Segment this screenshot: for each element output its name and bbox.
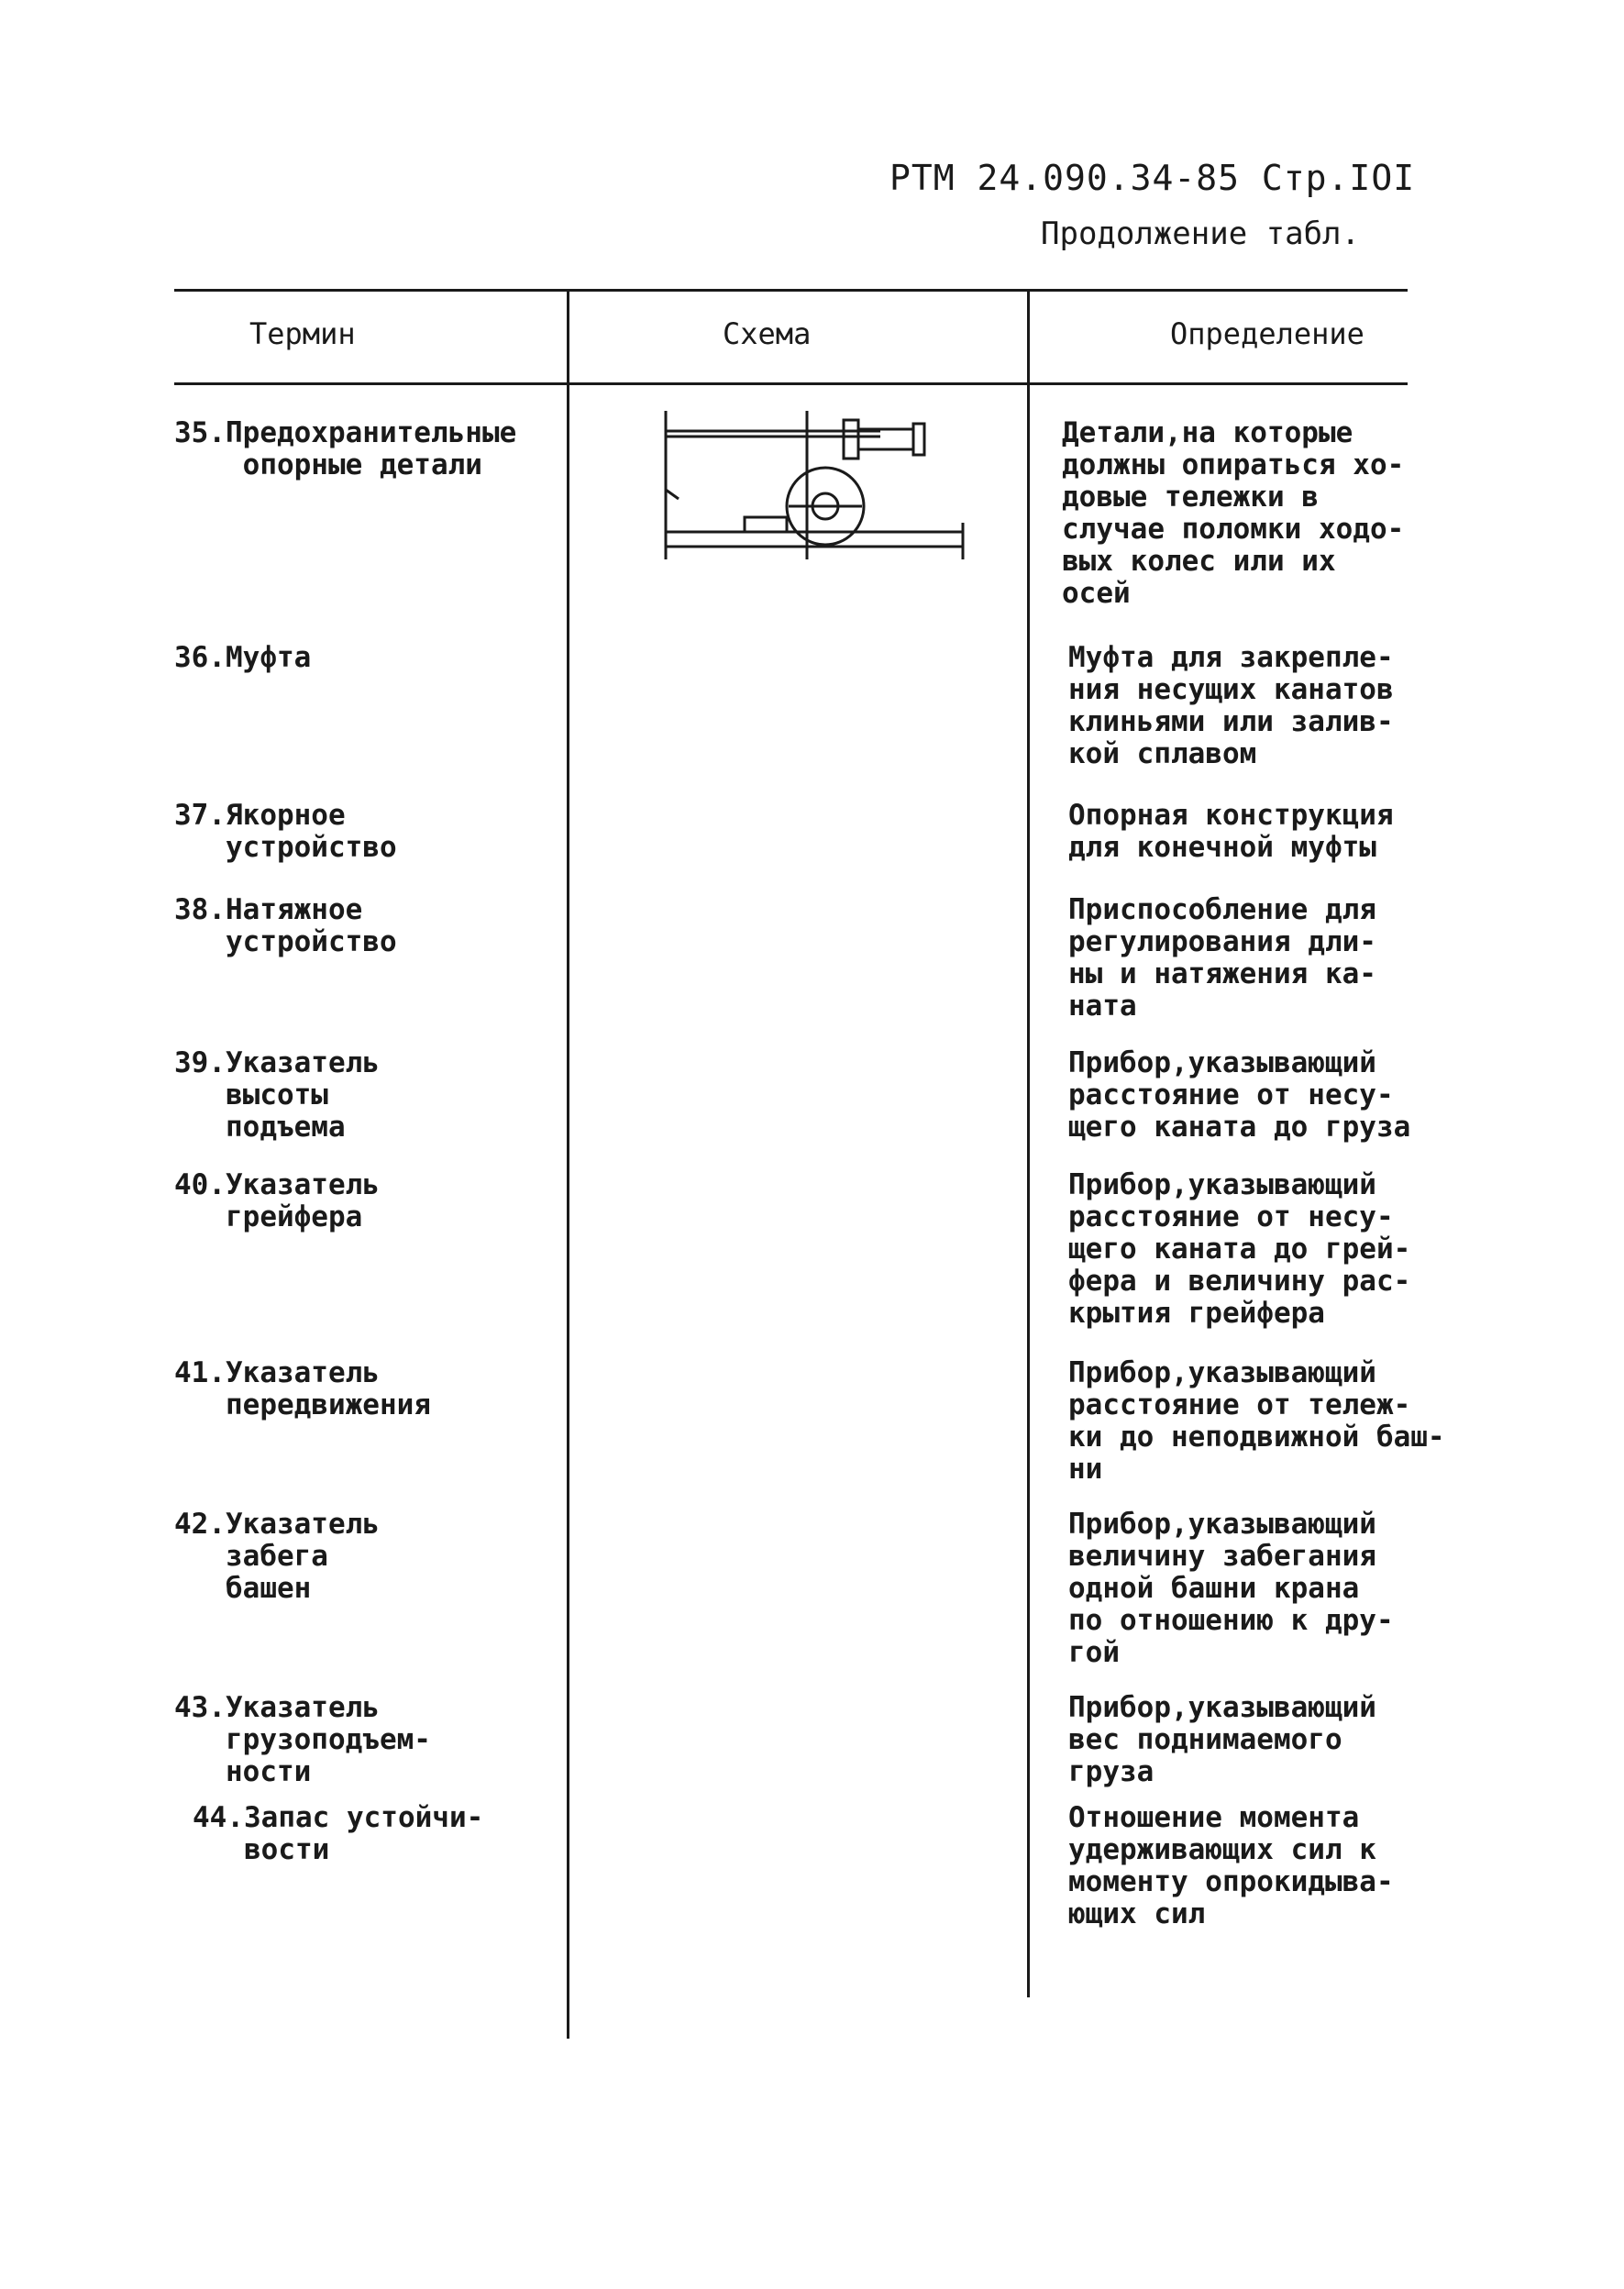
definition-40: Прибор,указывающий расстояние от несу- щего каната до грей- фера и величину рас- крытия грейфера bbox=[1068, 1168, 1411, 1330]
table-top-rule bbox=[174, 289, 1408, 292]
definition-44: Отношение момента удерживающих сил к моменту опрокидыва- ющих сил bbox=[1068, 1801, 1394, 1930]
term-41: 41.Указатель передвижения bbox=[174, 1356, 431, 1421]
support-parts-scheme-drawing bbox=[660, 404, 990, 569]
definition-35: Детали,на которые должны опираться хо- довые тележки в случае поломки ходо- вых колес или их осей bbox=[1062, 416, 1405, 610]
definition-42: Прибор,указывающий величину забегания одной башни крана по отношению к дру- гой bbox=[1068, 1508, 1394, 1669]
term-40: 40.Указатель грейфера bbox=[174, 1168, 380, 1233]
term-42: 42.Указатель забега башен bbox=[174, 1508, 380, 1605]
definition-43: Прибор,указывающий вес поднимаемого груза bbox=[1068, 1691, 1376, 1788]
column-header-definition: Определение bbox=[1170, 316, 1364, 351]
definition-38: Приспособление для регулирования дли- ны и натяжения ка- ната bbox=[1068, 893, 1376, 1023]
column-divider-1 bbox=[567, 292, 569, 2039]
term-39: 39.Указатель высоты подъема bbox=[174, 1046, 380, 1144]
column-header-term: Термин bbox=[249, 316, 356, 351]
definition-36: Муфта для закрепле- ния несущих канатов клиньями или залив- кой сплавом bbox=[1068, 641, 1394, 770]
definition-37: Опорная конструкция для конечной муфты bbox=[1068, 799, 1394, 864]
document-reference: РТМ 24.090.34-85 Стр.IOI bbox=[889, 158, 1416, 198]
definition-39: Прибор,указывающий расстояние от несу- щего каната до груза bbox=[1068, 1046, 1411, 1144]
term-43: 43.Указатель грузоподъем- ности bbox=[174, 1691, 431, 1788]
term-36: 36.Муфта bbox=[174, 641, 312, 674]
table-header-rule bbox=[174, 382, 1408, 385]
column-header-scheme: Схема bbox=[723, 316, 812, 351]
definition-41: Прибор,указывающий расстояние от тележ- ки до неподвижной баш- ни bbox=[1068, 1356, 1445, 1486]
term-35: 35.Предохранительные опорные детали bbox=[174, 416, 517, 481]
column-divider-2 bbox=[1027, 292, 1030, 1997]
term-38: 38.Натяжное устройство bbox=[174, 893, 397, 958]
term-44: 44.Запас устойчи- вости bbox=[193, 1801, 484, 1866]
term-37: 37.Якорное устройство bbox=[174, 799, 397, 864]
table-continuation-note: Продолжение табл. bbox=[1041, 216, 1360, 252]
